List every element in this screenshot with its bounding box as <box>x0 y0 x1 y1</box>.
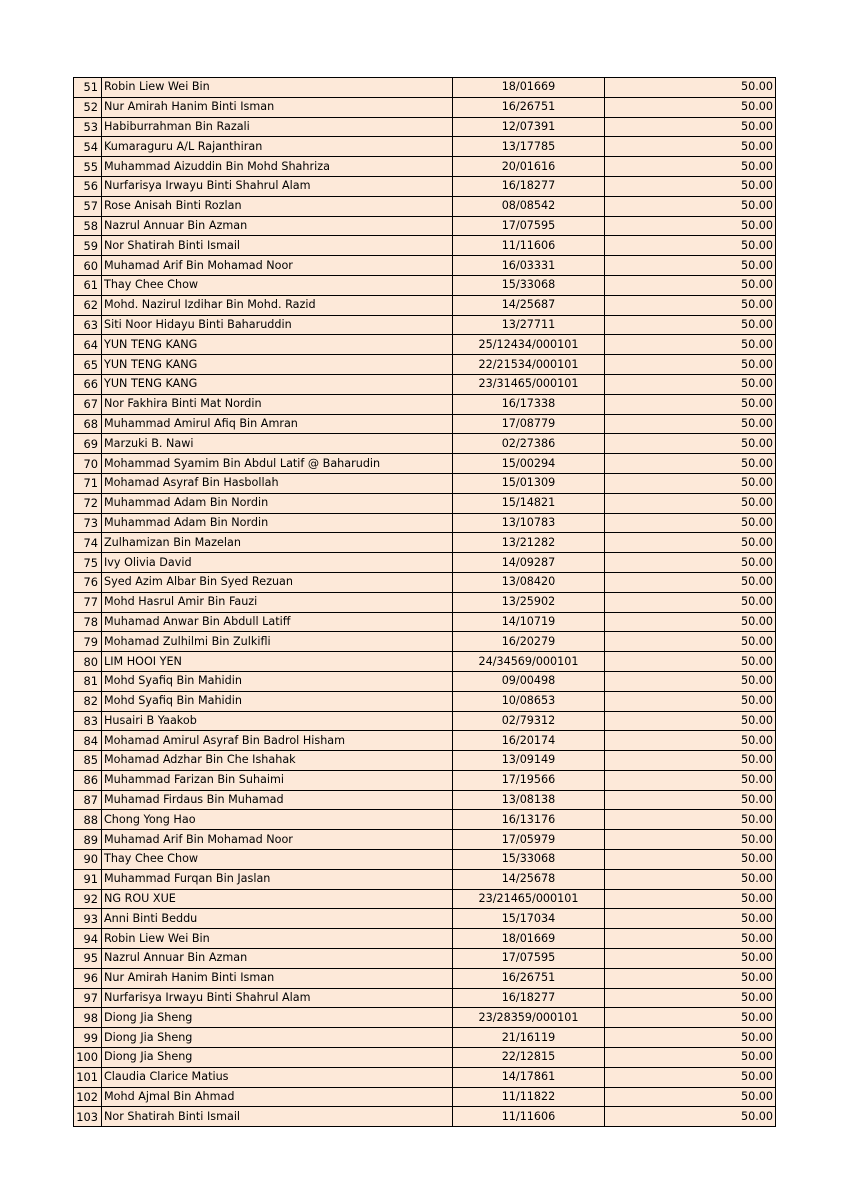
row-number-cell: 101 <box>74 1067 102 1087</box>
table-row <box>74 335 776 355</box>
table-row <box>74 157 776 177</box>
name-cell: Mohamad Asyraf Bin Hasbollah <box>102 473 453 493</box>
amount-cell: 50.00 <box>605 97 776 117</box>
name-cell: Zulhamizan Bin Mazelan <box>102 533 453 553</box>
table-row <box>74 711 776 731</box>
table-row <box>74 652 776 672</box>
table-row <box>74 909 776 929</box>
amount-cell: 50.00 <box>605 632 776 652</box>
name-cell: Siti Noor Hidayu Binti Baharuddin <box>102 315 453 335</box>
table-row <box>74 572 776 592</box>
amount-cell: 50.00 <box>605 869 776 889</box>
reference-number-cell: 16/18277 <box>453 176 605 196</box>
row-number-cell: 66 <box>74 374 102 394</box>
table-row <box>74 533 776 553</box>
amount-cell: 50.00 <box>605 78 776 98</box>
amount-cell: 50.00 <box>605 1067 776 1087</box>
table-row <box>74 770 776 790</box>
name-cell: Syed Azim Albar Bin Syed Rezuan <box>102 572 453 592</box>
name-cell: Nazrul Annuar Bin Azman <box>102 949 453 969</box>
name-cell: Mohd Syafiq Bin Mahidin <box>102 671 453 691</box>
table-row <box>74 454 776 474</box>
amount-cell: 50.00 <box>605 592 776 612</box>
row-number-cell: 103 <box>74 1107 102 1127</box>
name-cell: Nurfarisya Irwayu Binti Shahrul Alam <box>102 176 453 196</box>
name-cell: Thay Chee Chow <box>102 275 453 295</box>
amount-cell: 50.00 <box>605 691 776 711</box>
reference-number-cell: 15/17034 <box>453 909 605 929</box>
table-row <box>74 1067 776 1087</box>
name-cell: Marzuki B. Nawi <box>102 434 453 454</box>
table-row <box>74 830 776 850</box>
table-row <box>74 671 776 691</box>
amount-cell: 50.00 <box>605 236 776 256</box>
name-cell: Nur Amirah Hanim Binti Isman <box>102 968 453 988</box>
reference-number-cell: 17/05979 <box>453 830 605 850</box>
name-cell: Mohamad Zulhilmi Bin Zulkifli <box>102 632 453 652</box>
name-cell: Muhamad Anwar Bin Abdull Latiff <box>102 612 453 632</box>
table-row <box>74 1008 776 1028</box>
table-row <box>74 295 776 315</box>
reference-number-cell: 16/17338 <box>453 394 605 414</box>
amount-cell: 50.00 <box>605 1107 776 1127</box>
row-number-cell: 94 <box>74 929 102 949</box>
row-number-cell: 76 <box>74 572 102 592</box>
reference-number-cell: 17/08779 <box>453 414 605 434</box>
row-number-cell: 71 <box>74 473 102 493</box>
reference-number-cell: 13/27711 <box>453 315 605 335</box>
name-cell: Kumaraguru A/L Rajanthiran <box>102 137 453 157</box>
row-number-cell: 77 <box>74 592 102 612</box>
table-row <box>74 374 776 394</box>
amount-cell: 50.00 <box>605 137 776 157</box>
table-row <box>74 1048 776 1068</box>
amount-cell: 50.00 <box>605 355 776 375</box>
amount-cell: 50.00 <box>605 434 776 454</box>
row-number-cell: 67 <box>74 394 102 414</box>
amount-cell: 50.00 <box>605 216 776 236</box>
amount-cell: 50.00 <box>605 909 776 929</box>
row-number-cell: 51 <box>74 78 102 98</box>
row-number-cell: 89 <box>74 830 102 850</box>
row-number-cell: 86 <box>74 770 102 790</box>
reference-number-cell: 13/09149 <box>453 751 605 771</box>
reference-number-cell: 16/13176 <box>453 810 605 830</box>
reference-number-cell: 14/25678 <box>453 869 605 889</box>
reference-number-cell: 13/08420 <box>453 572 605 592</box>
reference-number-cell: 18/01669 <box>453 78 605 98</box>
amount-cell: 50.00 <box>605 394 776 414</box>
amount-cell: 50.00 <box>605 711 776 731</box>
name-cell: Nor Fakhira Binti Mat Nordin <box>102 394 453 414</box>
reference-number-cell: 17/19566 <box>453 770 605 790</box>
reference-number-cell: 23/28359/000101 <box>453 1008 605 1028</box>
table-row <box>74 889 776 909</box>
reference-number-cell: 20/01616 <box>453 157 605 177</box>
reference-number-cell: 14/25687 <box>453 295 605 315</box>
amount-cell: 50.00 <box>605 572 776 592</box>
amount-cell: 50.00 <box>605 374 776 394</box>
name-cell: Ivy Olivia David <box>102 553 453 573</box>
row-number-cell: 56 <box>74 176 102 196</box>
reference-number-cell: 16/26751 <box>453 968 605 988</box>
row-number-cell: 79 <box>74 632 102 652</box>
row-number-cell: 53 <box>74 117 102 137</box>
row-number-cell: 85 <box>74 751 102 771</box>
row-number-cell: 91 <box>74 869 102 889</box>
amount-cell: 50.00 <box>605 612 776 632</box>
row-number-cell: 75 <box>74 553 102 573</box>
amount-cell: 50.00 <box>605 513 776 533</box>
row-number-cell: 102 <box>74 1087 102 1107</box>
row-number-cell: 60 <box>74 256 102 276</box>
row-number-cell: 63 <box>74 315 102 335</box>
row-number-cell: 93 <box>74 909 102 929</box>
row-number-cell: 70 <box>74 454 102 474</box>
reference-number-cell: 02/27386 <box>453 434 605 454</box>
name-cell: Nor Shatirah Binti Ismail <box>102 236 453 256</box>
name-cell: Thay Chee Chow <box>102 850 453 870</box>
name-cell: Nor Shatirah Binti Ismail <box>102 1107 453 1127</box>
amount-cell: 50.00 <box>605 929 776 949</box>
table-row <box>74 691 776 711</box>
table-row <box>74 394 776 414</box>
row-number-cell: 99 <box>74 1028 102 1048</box>
amount-cell: 50.00 <box>605 414 776 434</box>
table-row <box>74 553 776 573</box>
name-cell: Muhammad Aizuddin Bin Mohd Shahriza <box>102 157 453 177</box>
name-cell: LIM HOOI YEN <box>102 652 453 672</box>
reference-number-cell: 23/31465/000101 <box>453 374 605 394</box>
reference-number-cell: 15/01309 <box>453 473 605 493</box>
row-number-cell: 81 <box>74 671 102 691</box>
reference-number-cell: 25/12434/000101 <box>453 335 605 355</box>
table-row <box>74 513 776 533</box>
amount-cell: 50.00 <box>605 830 776 850</box>
reference-number-cell: 13/17785 <box>453 137 605 157</box>
amount-cell: 50.00 <box>605 256 776 276</box>
reference-number-cell: 11/11606 <box>453 1107 605 1127</box>
reference-number-cell: 16/03331 <box>453 256 605 276</box>
table-row <box>74 137 776 157</box>
amount-cell: 50.00 <box>605 968 776 988</box>
row-number-cell: 92 <box>74 889 102 909</box>
table-row <box>74 968 776 988</box>
reference-number-cell: 13/21282 <box>453 533 605 553</box>
row-number-cell: 82 <box>74 691 102 711</box>
name-cell: Mohammad Syamim Bin Abdul Latif @ Baharudin <box>102 454 453 474</box>
row-number-cell: 69 <box>74 434 102 454</box>
amount-cell: 50.00 <box>605 810 776 830</box>
amount-cell: 50.00 <box>605 652 776 672</box>
amount-cell: 50.00 <box>605 473 776 493</box>
amount-cell: 50.00 <box>605 454 776 474</box>
amount-cell: 50.00 <box>605 850 776 870</box>
name-cell: Muhammad Furqan Bin Jaslan <box>102 869 453 889</box>
reference-number-cell: 13/08138 <box>453 790 605 810</box>
row-number-cell: 88 <box>74 810 102 830</box>
table-row <box>74 78 776 98</box>
table-row <box>74 473 776 493</box>
name-cell: Mohd. Nazirul Izdihar Bin Mohd. Razid <box>102 295 453 315</box>
reference-number-cell: 22/21534/000101 <box>453 355 605 375</box>
table-row <box>74 949 776 969</box>
name-cell: NG ROU XUE <box>102 889 453 909</box>
name-cell: Mohd Ajmal Bin Ahmad <box>102 1087 453 1107</box>
amount-cell: 50.00 <box>605 315 776 335</box>
name-cell: Habiburrahman Bin Razali <box>102 117 453 137</box>
reference-number-cell: 17/07595 <box>453 949 605 969</box>
name-cell: Diong Jia Sheng <box>102 1048 453 1068</box>
table-row <box>74 196 776 216</box>
amount-cell: 50.00 <box>605 157 776 177</box>
row-number-cell: 73 <box>74 513 102 533</box>
table-row <box>74 1107 776 1127</box>
row-number-cell: 100 <box>74 1048 102 1068</box>
amount-cell: 50.00 <box>605 493 776 513</box>
name-cell: Diong Jia Sheng <box>102 1008 453 1028</box>
reference-number-cell: 14/17861 <box>453 1067 605 1087</box>
table-row <box>74 236 776 256</box>
row-number-cell: 83 <box>74 711 102 731</box>
row-number-cell: 59 <box>74 236 102 256</box>
name-cell: Muhammad Adam Bin Nordin <box>102 493 453 513</box>
amount-cell: 50.00 <box>605 295 776 315</box>
row-number-cell: 90 <box>74 850 102 870</box>
name-cell: Mohd Hasrul Amir Bin Fauzi <box>102 592 453 612</box>
amount-cell: 50.00 <box>605 671 776 691</box>
table-row <box>74 97 776 117</box>
name-cell: Robin Liew Wei Bin <box>102 929 453 949</box>
reference-number-cell: 14/09287 <box>453 553 605 573</box>
table-row <box>74 850 776 870</box>
amount-cell: 50.00 <box>605 751 776 771</box>
amount-cell: 50.00 <box>605 790 776 810</box>
reference-number-cell: 09/00498 <box>453 671 605 691</box>
reference-number-cell: 23/21465/000101 <box>453 889 605 909</box>
row-number-cell: 61 <box>74 275 102 295</box>
table-row <box>74 1028 776 1048</box>
table-row <box>74 612 776 632</box>
name-cell: Nur Amirah Hanim Binti Isman <box>102 97 453 117</box>
name-cell: Mohamad Amirul Asyraf Bin Badrol Hisham <box>102 731 453 751</box>
name-cell: Mohamad Adzhar Bin Che Ishahak <box>102 751 453 771</box>
amount-cell: 50.00 <box>605 117 776 137</box>
name-cell: Mohd Syafiq Bin Mahidin <box>102 691 453 711</box>
payment-list-sheet <box>73 77 775 1127</box>
reference-number-cell: 15/00294 <box>453 454 605 474</box>
name-cell: Nurfarisya Irwayu Binti Shahrul Alam <box>102 988 453 1008</box>
amount-cell: 50.00 <box>605 889 776 909</box>
row-number-cell: 64 <box>74 335 102 355</box>
table-row <box>74 790 776 810</box>
row-number-cell: 74 <box>74 533 102 553</box>
row-number-cell: 97 <box>74 988 102 1008</box>
table-row <box>74 117 776 137</box>
reference-number-cell: 22/12815 <box>453 1048 605 1068</box>
table-row <box>74 592 776 612</box>
table-row <box>74 355 776 375</box>
amount-cell: 50.00 <box>605 553 776 573</box>
name-cell: Muhamad Arif Bin Mohamad Noor <box>102 830 453 850</box>
amount-cell: 50.00 <box>605 1008 776 1028</box>
reference-number-cell: 24/34569/000101 <box>453 652 605 672</box>
table-row <box>74 493 776 513</box>
name-cell: Claudia Clarice Matius <box>102 1067 453 1087</box>
reference-number-cell: 11/11822 <box>453 1087 605 1107</box>
table-row <box>74 869 776 889</box>
table-row <box>74 632 776 652</box>
table-row <box>74 751 776 771</box>
reference-number-cell: 16/18277 <box>453 988 605 1008</box>
amount-cell: 50.00 <box>605 533 776 553</box>
reference-number-cell: 13/25902 <box>453 592 605 612</box>
table-row <box>74 275 776 295</box>
amount-cell: 50.00 <box>605 770 776 790</box>
name-cell: Muhamad Firdaus Bin Muhamad <box>102 790 453 810</box>
reference-number-cell: 13/10783 <box>453 513 605 533</box>
name-cell: Muhammad Amirul Afiq Bin Amran <box>102 414 453 434</box>
table-row <box>74 988 776 1008</box>
name-cell: Robin Liew Wei Bin <box>102 78 453 98</box>
reference-number-cell: 11/11606 <box>453 236 605 256</box>
table-row <box>74 731 776 751</box>
reference-number-cell: 16/20174 <box>453 731 605 751</box>
reference-number-cell: 14/10719 <box>453 612 605 632</box>
table-row <box>74 434 776 454</box>
row-number-cell: 98 <box>74 1008 102 1028</box>
reference-number-cell: 21/16119 <box>453 1028 605 1048</box>
row-number-cell: 62 <box>74 295 102 315</box>
row-number-cell: 68 <box>74 414 102 434</box>
reference-number-cell: 15/33068 <box>453 850 605 870</box>
row-number-cell: 65 <box>74 355 102 375</box>
payment-table-body <box>74 78 776 1127</box>
name-cell: Rose Anisah Binti Rozlan <box>102 196 453 216</box>
amount-cell: 50.00 <box>605 949 776 969</box>
amount-cell: 50.00 <box>605 1087 776 1107</box>
row-number-cell: 95 <box>74 949 102 969</box>
row-number-cell: 78 <box>74 612 102 632</box>
row-number-cell: 58 <box>74 216 102 236</box>
name-cell: Nazrul Annuar Bin Azman <box>102 216 453 236</box>
name-cell: Muhammad Farizan Bin Suhaimi <box>102 770 453 790</box>
row-number-cell: 80 <box>74 652 102 672</box>
row-number-cell: 72 <box>74 493 102 513</box>
amount-cell: 50.00 <box>605 275 776 295</box>
table-row <box>74 929 776 949</box>
table-row <box>74 176 776 196</box>
table-row <box>74 256 776 276</box>
row-number-cell: 55 <box>74 157 102 177</box>
row-number-cell: 96 <box>74 968 102 988</box>
row-number-cell: 54 <box>74 137 102 157</box>
name-cell: YUN TENG KANG <box>102 355 453 375</box>
amount-cell: 50.00 <box>605 731 776 751</box>
name-cell: Diong Jia Sheng <box>102 1028 453 1048</box>
payment-table <box>73 77 776 1127</box>
amount-cell: 50.00 <box>605 1048 776 1068</box>
reference-number-cell: 15/33068 <box>453 275 605 295</box>
amount-cell: 50.00 <box>605 335 776 355</box>
table-row <box>74 216 776 236</box>
table-row <box>74 315 776 335</box>
table-row <box>74 810 776 830</box>
amount-cell: 50.00 <box>605 176 776 196</box>
table-row <box>74 1087 776 1107</box>
row-number-cell: 52 <box>74 97 102 117</box>
reference-number-cell: 17/07595 <box>453 216 605 236</box>
reference-number-cell: 18/01669 <box>453 929 605 949</box>
reference-number-cell: 16/26751 <box>453 97 605 117</box>
amount-cell: 50.00 <box>605 1028 776 1048</box>
name-cell: Muhammad Adam Bin Nordin <box>102 513 453 533</box>
name-cell: YUN TENG KANG <box>102 335 453 355</box>
reference-number-cell: 15/14821 <box>453 493 605 513</box>
amount-cell: 50.00 <box>605 988 776 1008</box>
row-number-cell: 84 <box>74 731 102 751</box>
name-cell: Anni Binti Beddu <box>102 909 453 929</box>
name-cell: YUN TENG KANG <box>102 374 453 394</box>
name-cell: Husairi B Yaakob <box>102 711 453 731</box>
name-cell: Muhamad Arif Bin Mohamad Noor <box>102 256 453 276</box>
table-row <box>74 414 776 434</box>
reference-number-cell: 12/07391 <box>453 117 605 137</box>
reference-number-cell: 10/08653 <box>453 691 605 711</box>
amount-cell: 50.00 <box>605 196 776 216</box>
name-cell: Chong Yong Hao <box>102 810 453 830</box>
reference-number-cell: 02/79312 <box>453 711 605 731</box>
reference-number-cell: 08/08542 <box>453 196 605 216</box>
reference-number-cell: 16/20279 <box>453 632 605 652</box>
row-number-cell: 87 <box>74 790 102 810</box>
row-number-cell: 57 <box>74 196 102 216</box>
